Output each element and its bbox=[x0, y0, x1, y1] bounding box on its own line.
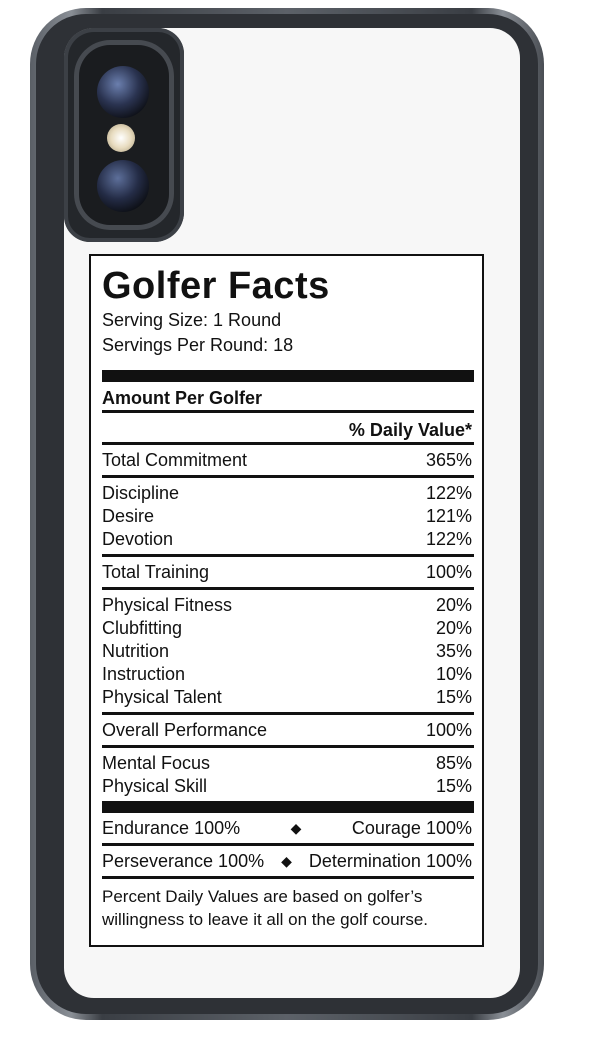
nutrient-name: Clubfitting bbox=[102, 618, 183, 638]
nutrient-name: Desire bbox=[102, 506, 155, 526]
nutrient-name: Physical Fitness bbox=[102, 595, 233, 615]
nutrient-value: 122% bbox=[425, 529, 472, 549]
nutrient-row bbox=[102, 663, 474, 686]
extra-left: Endurance 100% bbox=[102, 818, 241, 838]
commitment-items bbox=[102, 478, 474, 554]
facts-label bbox=[89, 254, 484, 947]
extra-right: Determination 100% bbox=[308, 851, 472, 871]
camera-lens-icon bbox=[97, 160, 149, 212]
nutrient-row bbox=[102, 528, 474, 551]
diamond-icon: ◆ bbox=[290, 820, 302, 836]
total-commitment-group bbox=[102, 445, 474, 475]
nutrient-row bbox=[102, 505, 474, 528]
nutrient-value: 15% bbox=[435, 776, 472, 796]
nutrient-value: 35% bbox=[435, 641, 472, 661]
extras-row-1 bbox=[102, 813, 474, 843]
nutrient-name: Physical Skill bbox=[102, 776, 208, 796]
extra-right: Courage 100% bbox=[351, 818, 472, 838]
nutrient-name: Nutrition bbox=[102, 641, 170, 661]
nutrient-name: Mental Focus bbox=[102, 753, 211, 773]
extra-left: Perseverance 100% bbox=[102, 851, 265, 871]
nutrient-value: 15% bbox=[435, 687, 472, 707]
nutrient-row bbox=[102, 449, 474, 472]
nutrient-value: 100% bbox=[425, 720, 472, 740]
nutrient-name: Devotion bbox=[102, 529, 174, 549]
divider-thick bbox=[102, 370, 474, 382]
nutrient-name: Total Commitment bbox=[102, 450, 248, 470]
serving-size: Serving Size: 1 Round bbox=[102, 310, 282, 330]
extras-row bbox=[102, 850, 474, 873]
camera-lens-icon bbox=[97, 66, 149, 118]
nutrient-row bbox=[102, 775, 474, 798]
daily-value-header: % Daily Value* bbox=[348, 420, 472, 440]
servings-per: Servings Per Round: 18 bbox=[102, 335, 294, 355]
nutrient-row bbox=[102, 561, 474, 584]
nutrient-row bbox=[102, 482, 474, 505]
flash-icon bbox=[107, 124, 135, 152]
diamond-icon: ◆ bbox=[281, 853, 292, 869]
nutrient-value: 122% bbox=[425, 483, 472, 503]
nutrient-value: 20% bbox=[435, 618, 472, 638]
nutrient-row bbox=[102, 594, 474, 617]
nutrient-row bbox=[102, 686, 474, 709]
nutrient-name: Instruction bbox=[102, 664, 186, 684]
nutrient-row bbox=[102, 617, 474, 640]
nutrient-value: 20% bbox=[435, 595, 472, 615]
amount-header: Amount Per Golfer bbox=[102, 388, 263, 408]
nutrient-value: 100% bbox=[425, 562, 472, 582]
nutrient-row bbox=[102, 719, 474, 742]
nutrient-name: Physical Talent bbox=[102, 687, 222, 707]
nutrient-value: 85% bbox=[435, 753, 472, 773]
training-items bbox=[102, 590, 474, 712]
total-training-group bbox=[102, 557, 474, 587]
label-title: Golfer Facts bbox=[102, 265, 330, 307]
nutrient-value: 121% bbox=[425, 506, 472, 526]
nutrient-name: Overall Performance bbox=[102, 720, 268, 740]
nutrient-row bbox=[102, 640, 474, 663]
nutrient-name: Total Training bbox=[102, 562, 210, 582]
footnote: Percent Daily Values are based on golfer’s willingness to leave it all on the golf course. bbox=[102, 887, 429, 929]
nutrient-value: 365% bbox=[425, 450, 472, 470]
nutrient-name: Discipline bbox=[102, 483, 180, 503]
extras-row-2 bbox=[102, 846, 474, 876]
nutrient-row bbox=[102, 752, 474, 775]
overall-performance-group bbox=[102, 715, 474, 745]
performance-items bbox=[102, 748, 474, 801]
extras-row bbox=[102, 817, 474, 840]
divider-thick bbox=[102, 801, 474, 813]
nutrient-value: 10% bbox=[435, 664, 472, 684]
